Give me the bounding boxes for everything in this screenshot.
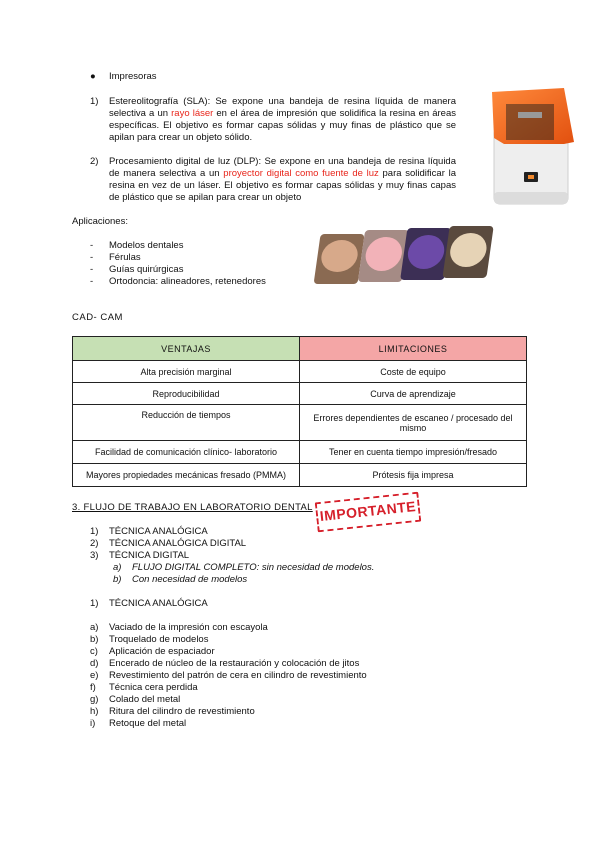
list-item: a) FLUJO DIGITAL COMPLETO: sin necesidad de modelos. [113,562,375,573]
list-item: f) Técnica cera perdida [90,682,198,693]
list-item: 3) TÉCNICA DIGITAL [90,550,190,561]
dlp-description: Procesamiento digital de luz (DLP): Se expone en una bandeja de resina líquida de manera selectiva a un proyector digital como fuente de luz para solidificar la resina en vez de un láser. El objetivo es formar capas sólidas y muy finas capas de plástico que se apilan para crear un objeto [109,156,457,203]
cadcam-title: CAD- CAM [72,312,123,323]
workflow-heading: 3. FLUJO DE TRABAJO EN LABORATORIO DENTAL [72,502,313,513]
list-item: b) Troquelado de modelos [90,634,209,645]
item-number: 2) [90,156,99,167]
list-item: i) Retoque del metal [90,718,187,729]
limitaciones-header: LIMITACIONES [300,337,527,361]
list-item: - Férulas [109,252,266,264]
3d-printer-image [484,82,580,210]
dlp-item [90,156,456,204]
table-header-row [73,337,527,361]
ventajas-header: VENTAJAS [73,337,300,361]
applications-list [109,240,266,288]
table-row: Mayores propiedades mecánicas fresado (PMMA) Prótesis fija impresa [73,464,527,487]
list-item: a) Vaciado de la impresión con escayola [90,622,268,633]
importante-stamp [315,492,422,533]
projector-highlight: proyector digital como fuente de luz [223,168,379,179]
list-item: d) Encerado de núcleo de la restauración y colocación de jitos [90,658,360,669]
list-item: 1) TÉCNICA ANALÓGICA [90,526,208,537]
table-row: Reproducibilidad Curva de aprendizaje [73,383,527,405]
digital-sublist [113,562,374,586]
dental-models-image [308,224,498,290]
list-item: 2) TÉCNICA ANALÓGICA DIGITAL [90,538,247,549]
stamp-label: IMPORTANTE [319,498,417,525]
list-item: c) Aplicación de espaciador [90,646,215,657]
table-row: Alta precisión marginal Coste de equipo [73,361,527,383]
printers-label: Impresoras [109,71,157,82]
techniques-list [90,526,246,562]
cadcam-table [72,336,527,487]
item-number: 1) [90,96,99,107]
analog-steps-list [90,622,367,730]
table-row: Facilidad de comunicación clínico- laboratorio Tener en cuenta tiempo impresión/fresado [73,441,527,464]
list-item: - Guías quirúrgicas [109,264,266,276]
analog-title: 1) TÉCNICA ANALÓGICA [90,598,208,609]
applications-title: Aplicaciones: [72,216,128,227]
laser-highlight: rayo láser [171,108,214,119]
list-item: - Modelos dentales [109,240,266,252]
list-item: b) Con necesidad de modelos [113,574,248,585]
sla-description: Estereolitografía (SLA): Se expone una bandeja de resina líquida de manera selectiva a un rayo láser en el área de impresión que solidifica la resina en áreas específicas. El objetivo es formar capas sólidas y muy finas de plástico que se apilan para crear un objeto sólido. [109,96,457,143]
sla-item [90,96,456,144]
table-row: Reducción de tiempos Errores dependientes de escaneo / procesado del mismo [73,405,527,441]
list-item: g) Colado del metal [90,694,181,705]
list-item: e) Revestimiento del patrón de cera en cilindro de revestimiento [90,670,367,681]
list-item: - Ortodoncia: alineadores, retenedores [109,276,266,288]
bullet-dot-icon: ● [90,71,96,82]
list-item: h) Ritura del cilindro de revestimiento [90,706,255,717]
